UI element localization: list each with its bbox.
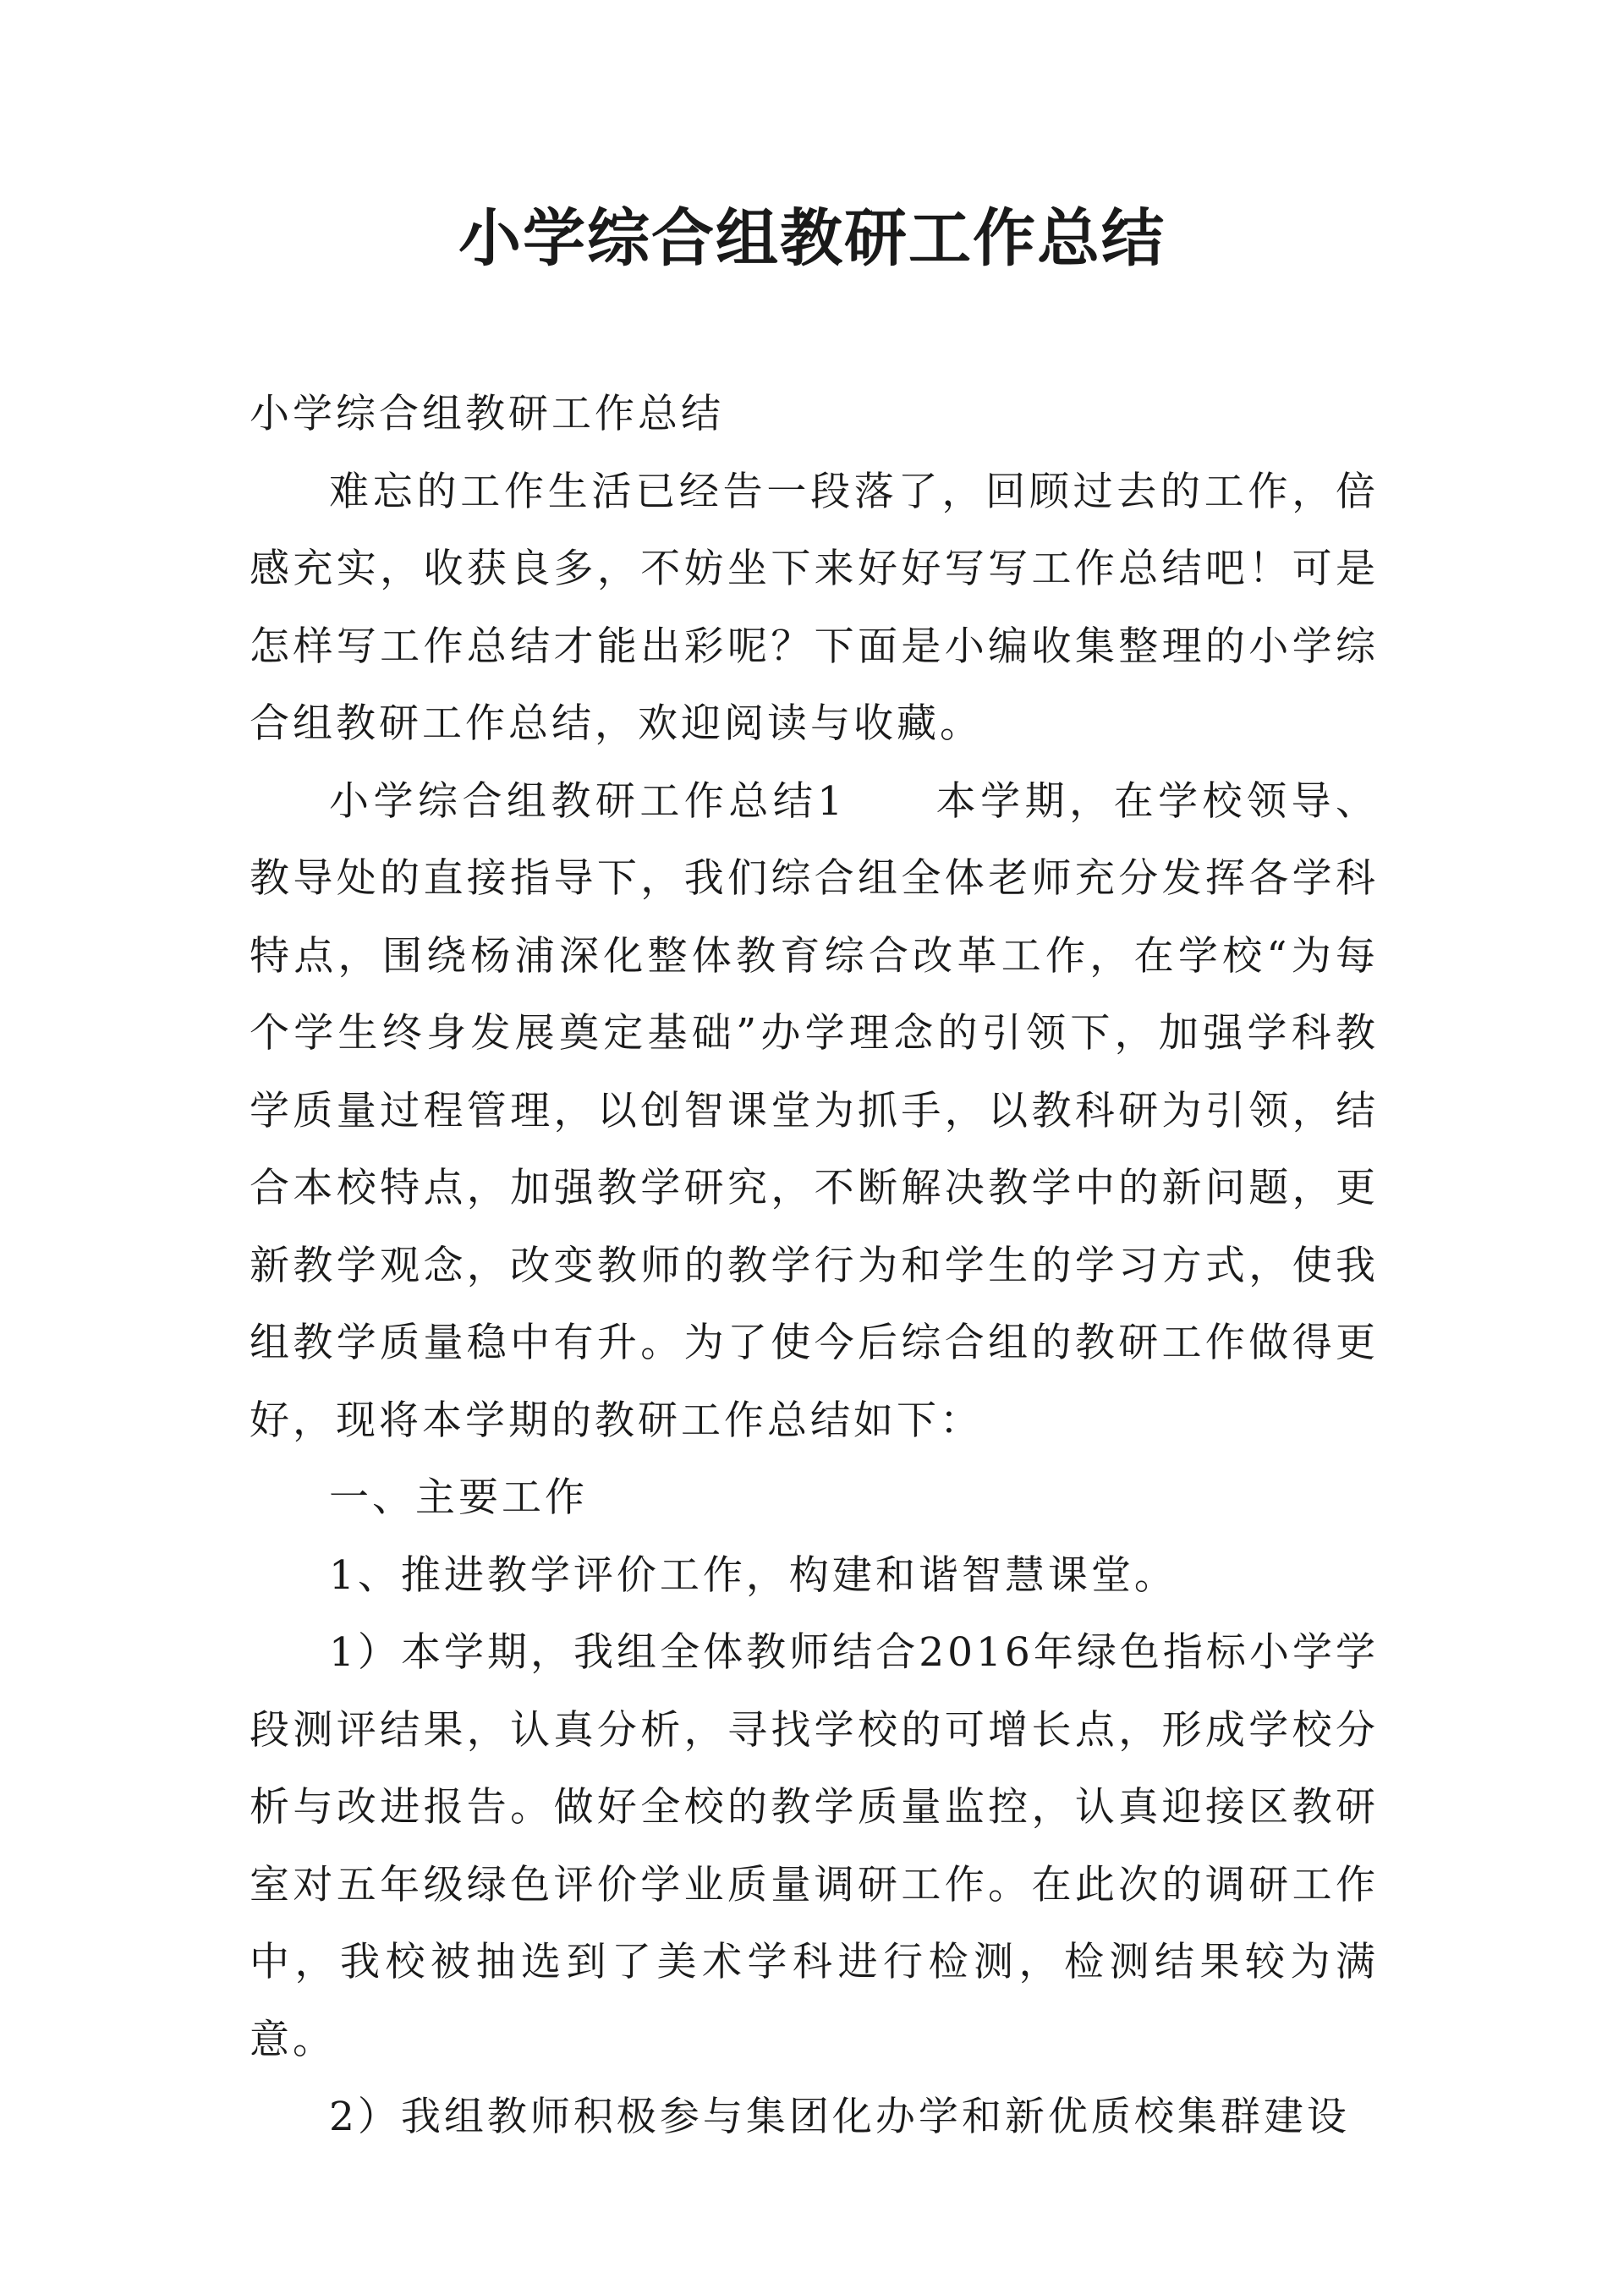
paragraph-summary-1: 小学综合组教研工作总结1 本学期，在学校领导、教导处的直接指导下，我们综合组全体老师充分发挥各学科特点，围绕杨浦深化整体教育综合改革工作，在学校“为每个学生终身发展奠定基础”办学理念的引领下，加强学科教学质量过程管理，以创智课堂为抓手，以教科研为引领，结合本校特点，加强教学研究，不断解决教学中的新问题，更新教学观念，改变教师的教学行为和学生的学习方式，使我组教学质量稳中有升。为了使今后综合组的教研工作做得更好，现将本学期的教研工作总结如下： xyxy=(250,777,1379,1444)
section-heading-main-work: 一、主要工作 xyxy=(329,1474,588,1521)
document-body xyxy=(250,376,1379,2156)
paragraph-item-1: 1）本学期，我组全体教师结合2016年绿色指标小学学段测评结果，认真分析，寻找学校的可增长点，形成学校分析与改进报告。做好全校的教学质量监控，认真迎接区教研室对五年级绿色评价学业质量调研工作。在此次的调研工作中，我校被抽选到了美术学科进行检测，检测结果较为满意。 xyxy=(250,1629,1379,2063)
paragraph-intro: 难忘的工作生活已经告一段落了，回顾过去的工作，倍感充实，收获良多，不妨坐下来好好写写工作总结吧！可是怎样写工作总结才能出彩呢？下面是小编收集整理的小学综合组教研工作总结，欢迎阅读与收藏。 xyxy=(250,468,1379,747)
paragraph-subtitle: 小学综合组教研工作总结 xyxy=(250,391,724,437)
document-title: 小学综合组教研工作总结 xyxy=(458,202,1166,275)
paragraph-item-2: 2）我组教师积极参与集团化办学和新优质校集群建设 xyxy=(329,2094,1350,2140)
subsection-heading-1: 1、推进教学评价工作，构建和谐智慧课堂。 xyxy=(329,1551,1177,1599)
